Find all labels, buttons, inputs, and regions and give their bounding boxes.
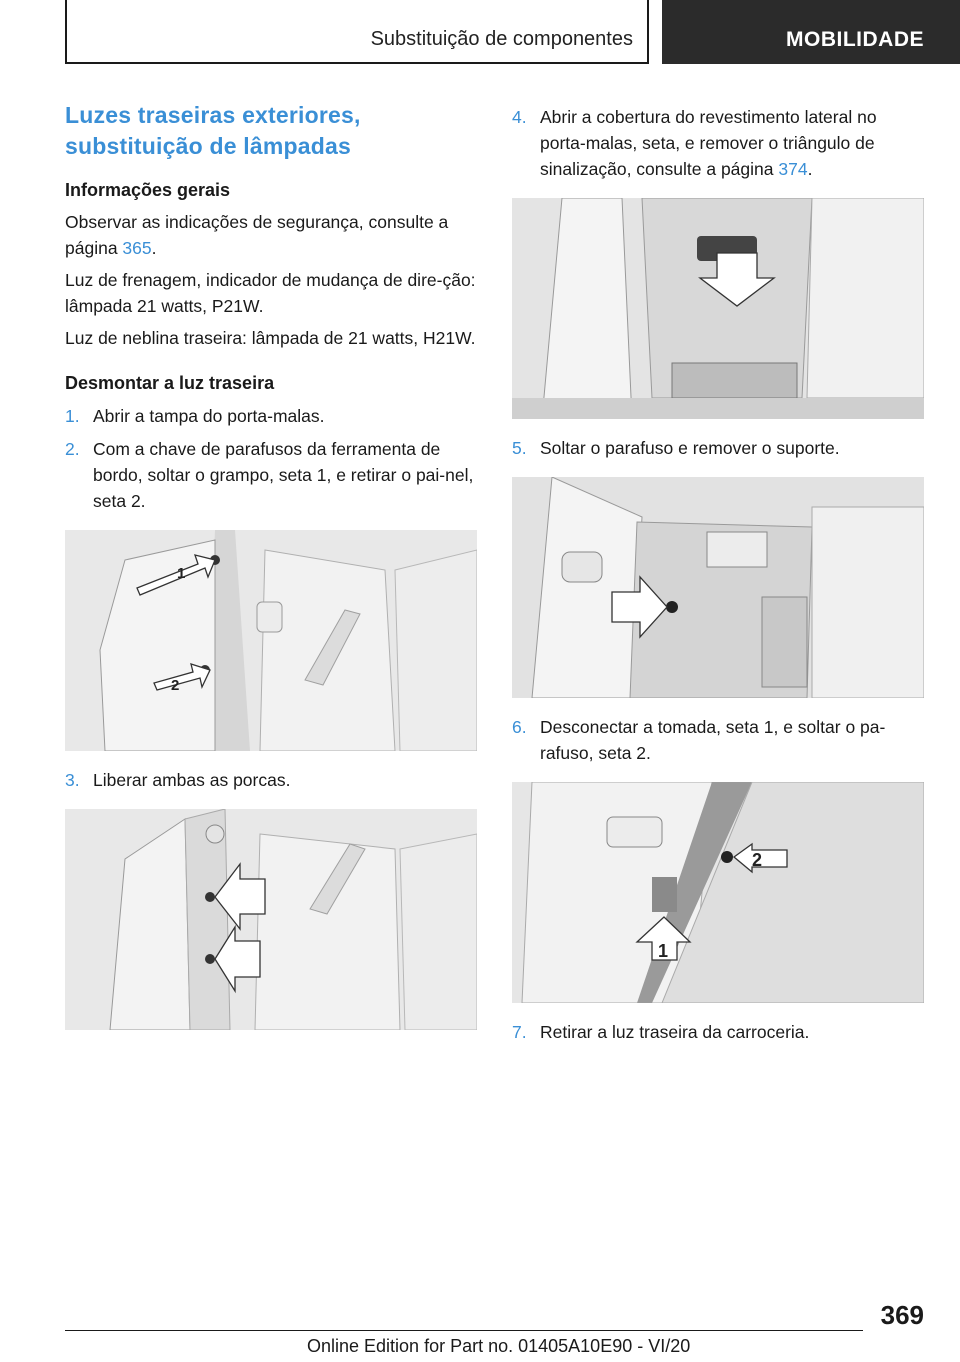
header-chapter-tab: MOBILIDADE bbox=[662, 0, 960, 64]
left-column bbox=[65, 100, 477, 1046]
remove-taillight-heading: Desmontar a luz traseira bbox=[65, 373, 275, 393]
step-6: 6. Desconectar a tomada, seta 1, e soltar o pa-rafuso, seta 2. bbox=[512, 717, 886, 763]
header-section-box bbox=[65, 0, 649, 64]
figure-bracket-screw bbox=[512, 477, 924, 698]
step-3: 3. Liberar ambas as porcas. bbox=[65, 770, 291, 790]
page-number: 369 bbox=[880, 1300, 924, 1330]
header-section-title: Substituição de componentes bbox=[370, 28, 633, 50]
footer-divider bbox=[65, 1330, 863, 1331]
general-info-heading: Informações gerais bbox=[65, 180, 231, 200]
right-column bbox=[512, 100, 924, 1045]
safety-paragraph: Observar as indicações de segurança, consulte a página 365. bbox=[65, 212, 449, 258]
figure-plug-screw bbox=[512, 782, 924, 1003]
page-title: Luzes traseiras exteriores, substituição de lâmpadas bbox=[65, 102, 361, 159]
step-4: 4. Abrir a cobertura do revestimento lateral no porta-malas, seta, e remover o triângulo de sinalização, consulte a página 374. bbox=[512, 107, 877, 179]
fig6-label-2: 2 bbox=[752, 850, 763, 870]
page-link-374[interactable]: 374 bbox=[778, 159, 808, 179]
fig6-label-1: 1 bbox=[658, 941, 669, 961]
step-1: 1. Abrir a tampa do porta-malas. bbox=[65, 406, 325, 426]
fig1-label-1: 1 bbox=[177, 565, 186, 582]
figure-side-cover bbox=[512, 198, 924, 419]
step-2: 2. Com a chave de parafusos da ferramenta de bordo, soltar o grampo, seta 1, e retirar o pai-nel, seta 2. bbox=[65, 439, 474, 511]
fog-light-paragraph: Luz de neblina traseira: lâmpada de 21 watts, H21W. bbox=[65, 328, 476, 348]
figure-trunk-panel-clip bbox=[65, 530, 477, 751]
brake-light-paragraph: Luz de frenagem, indicador de mudança de dire-ção: lâmpada 21 watts, P21W. bbox=[65, 270, 476, 316]
page-link-365[interactable]: 365 bbox=[122, 238, 152, 258]
footer-edition: Online Edition for Part no. 01405A10E90 - VI/20 bbox=[307, 1336, 691, 1356]
step-7: 7. Retirar a luz traseira da carroceria. bbox=[512, 1022, 810, 1042]
step-5: 5. Soltar o parafuso e remover o suporte. bbox=[512, 438, 840, 458]
fig1-label-2: 2 bbox=[171, 677, 180, 694]
figure-two-nuts bbox=[65, 809, 477, 1030]
